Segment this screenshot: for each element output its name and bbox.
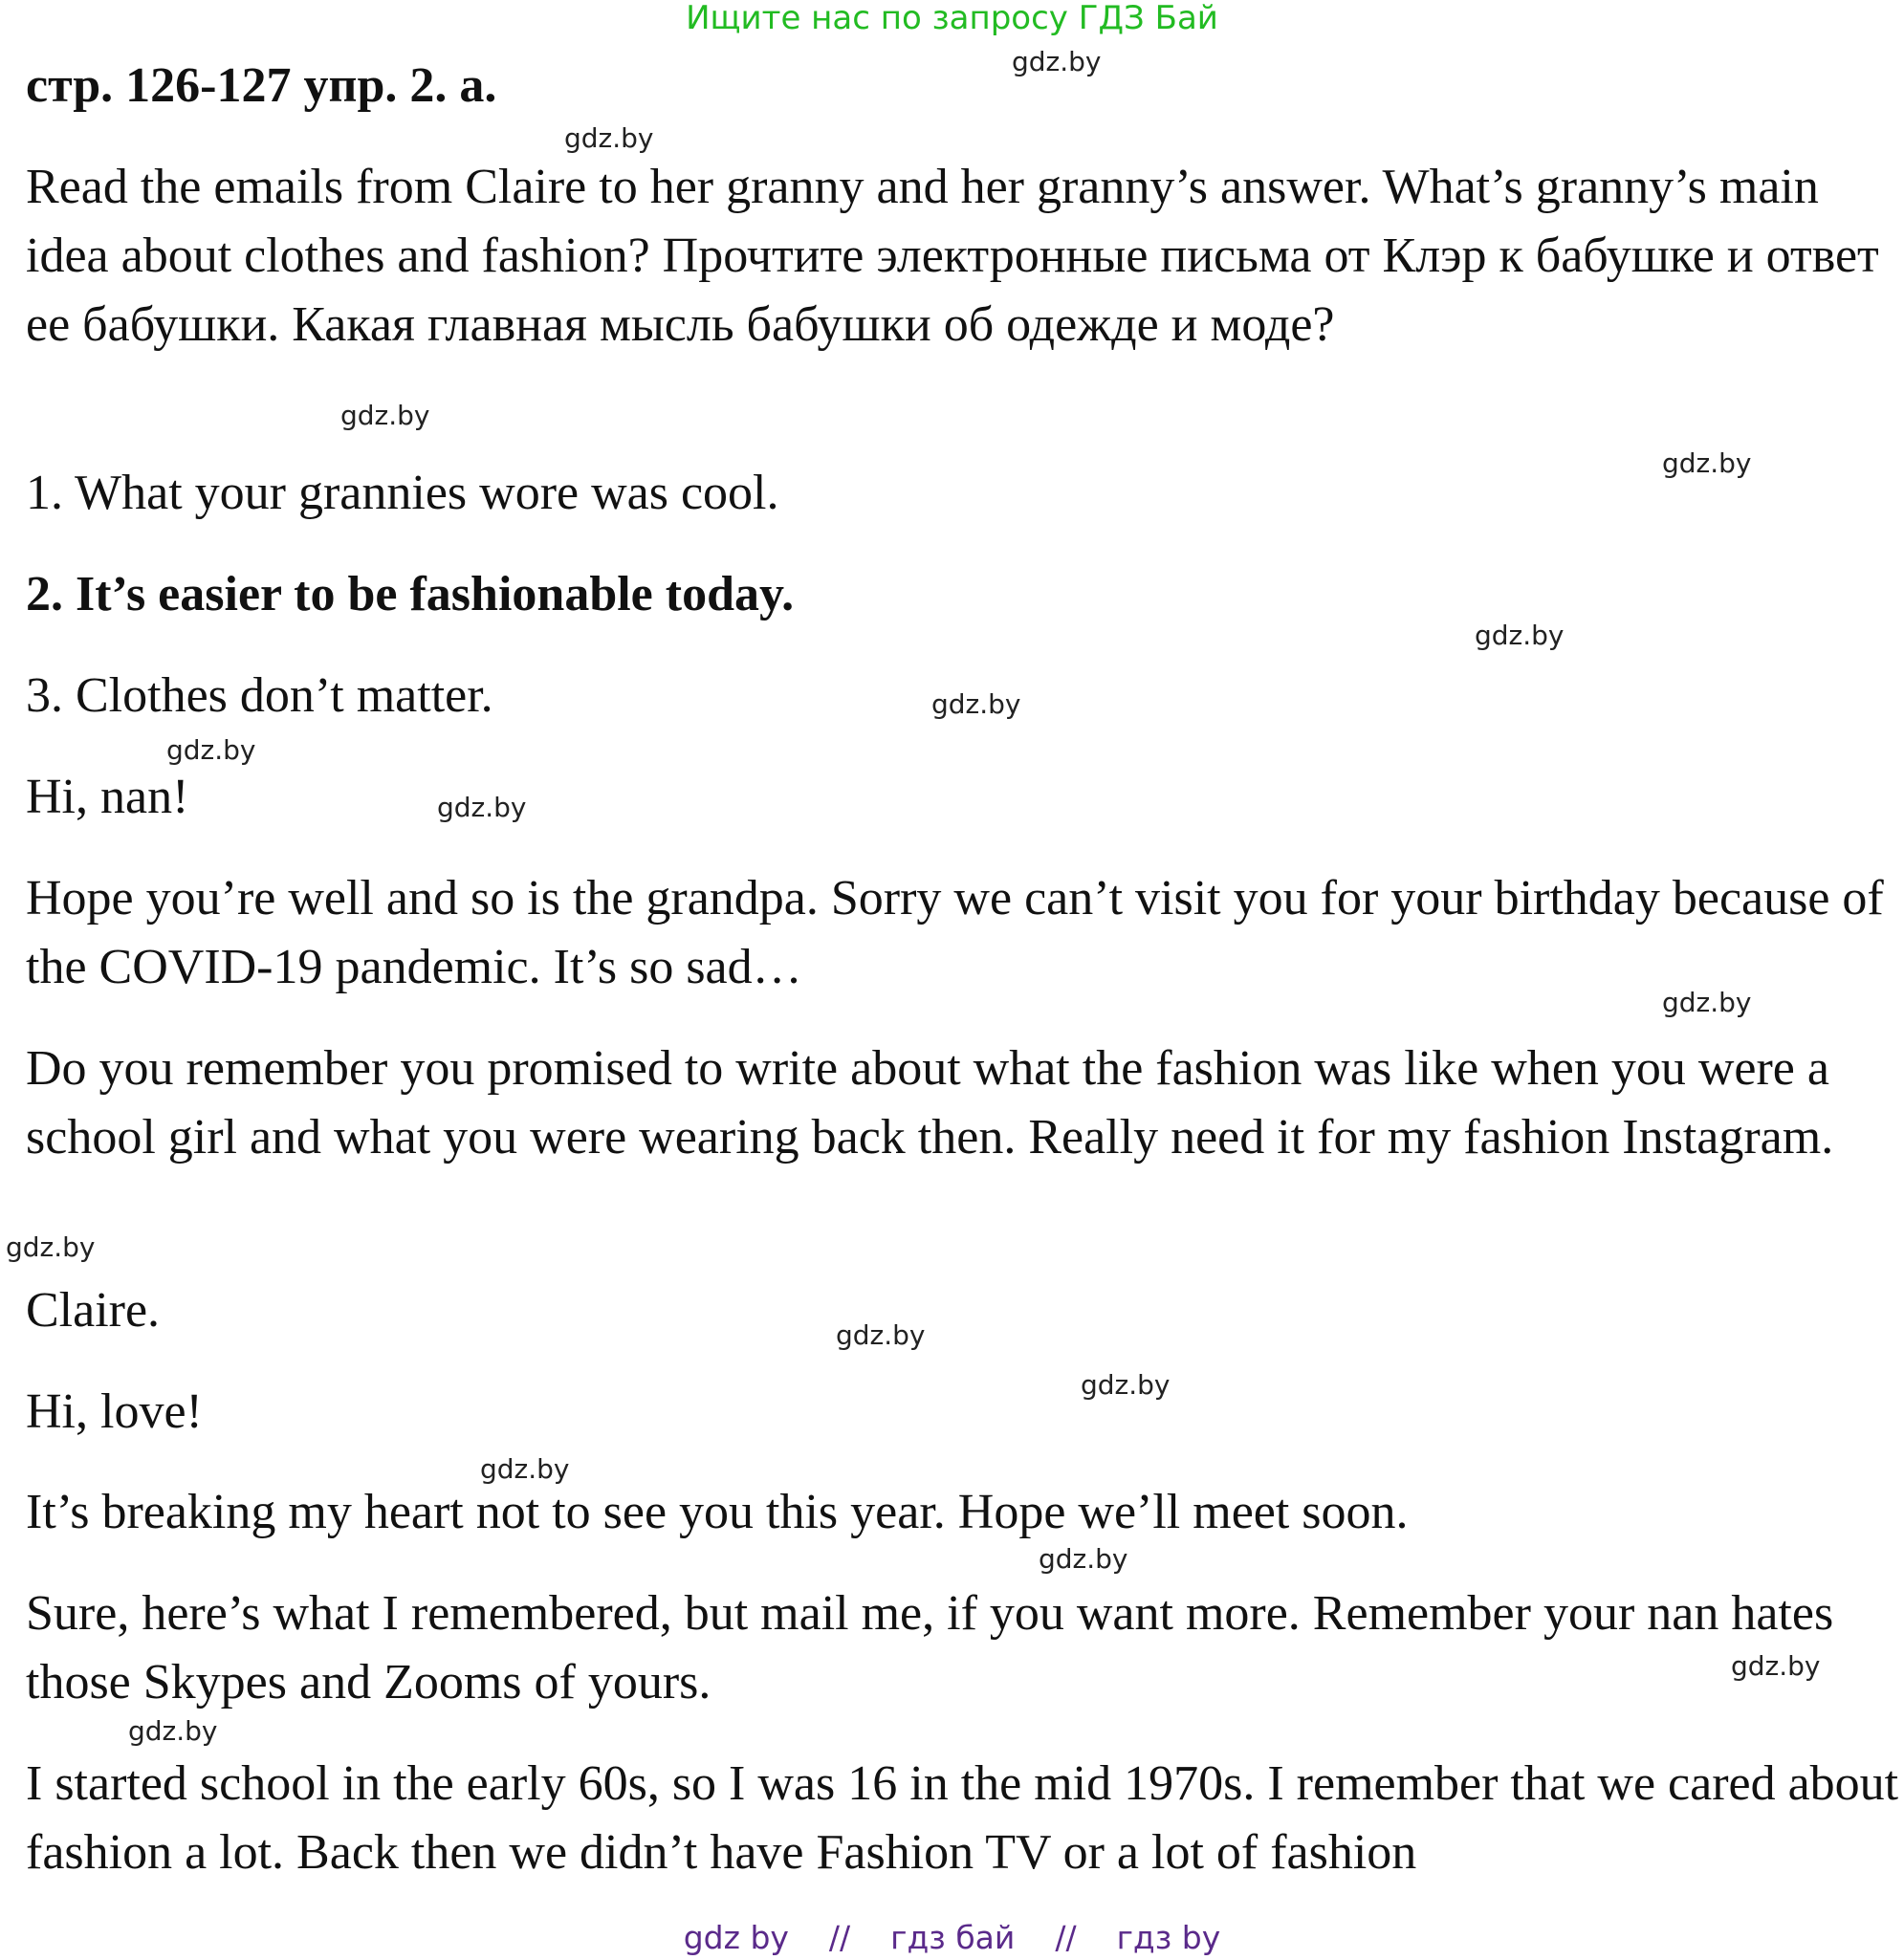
watermark: gdz.by — [128, 1715, 218, 1747]
email1-greeting: Hi, nan! — [26, 770, 189, 824]
watermark: gdz.by — [1039, 1543, 1128, 1575]
option-1: 1. What your grannies wore was cool. — [26, 466, 779, 520]
footer-part-2: гдз бай — [890, 1919, 1016, 1956]
page-heading: стр. 126-127 упр. 2. а. — [26, 58, 497, 113]
footer-part-3: гдз by — [1116, 1919, 1221, 1956]
watermark: gdz.by — [480, 1453, 570, 1485]
footer-separator-2: // — [1055, 1919, 1077, 1956]
footer-watermark — [0, 1920, 1904, 1956]
watermark: gdz.by — [6, 1231, 96, 1263]
email2-paragraph-2: Sure, here’s what I remembered, but mail me, if you want more. Remember your nan hates those Skypes and Zooms of yours. — [26, 1586, 1834, 1710]
watermark: gdz.by — [836, 1319, 926, 1351]
watermark: gdz.by — [931, 688, 1021, 720]
option-2: 2. It’s easier to be fashionable today. — [26, 567, 795, 621]
footer-separator-1: // — [828, 1919, 851, 1956]
watermark: gdz.by — [1662, 447, 1752, 479]
watermark: gdz.by — [1012, 46, 1102, 77]
watermark: gdz.by — [340, 400, 430, 431]
option-3: 3. Clothes don’t matter. — [26, 668, 493, 723]
watermark: gdz.by — [1475, 620, 1565, 651]
top-banner: Ищите нас по запросу ГДЗ Бай — [686, 0, 1218, 37]
email1-paragraph-2: Do you remember you promised to write about what the fashion was like when you were a school girl and what you were wearing back then. Really need it for my fashion Instagram. — [26, 1041, 1834, 1165]
watermark: gdz.by — [1731, 1650, 1821, 1682]
email2-greeting: Hi, love! — [26, 1384, 203, 1439]
watermark: gdz.by — [1662, 987, 1752, 1018]
watermark: gdz.by — [437, 792, 527, 823]
watermark: gdz.by — [564, 122, 654, 154]
watermark: gdz.by — [166, 734, 256, 766]
email1-paragraph-1: Hope you’re well and so is the grandpa. Sorry we can’t visit you for your birthday because of the COVID-19 pandemic. It’s so sad… — [26, 871, 1884, 994]
footer-part-1: gdz by — [683, 1919, 789, 1956]
watermark: gdz.by — [1081, 1369, 1171, 1401]
email2-paragraph-1: It’s breaking my heart not to see you this year. Hope we’ll meet soon. — [26, 1485, 1409, 1539]
email1-signature: Claire. — [26, 1283, 161, 1338]
email2-paragraph-3: I started school in the early 60s, so I was 16 in the mid 1970s. I remember that we cared about fashion a lot. Back then we didn’t have Fashion TV or a lot of fashion — [26, 1756, 1899, 1880]
task-text: Read the emails from Claire to her granny and her granny’s answer. What’s granny’s main idea about clothes and fashion? Прочтите электронные письма от Клэр к бабушке и ответ ее бабушки. Какая главная мысль бабушки об одежде и моде? — [26, 160, 1879, 352]
